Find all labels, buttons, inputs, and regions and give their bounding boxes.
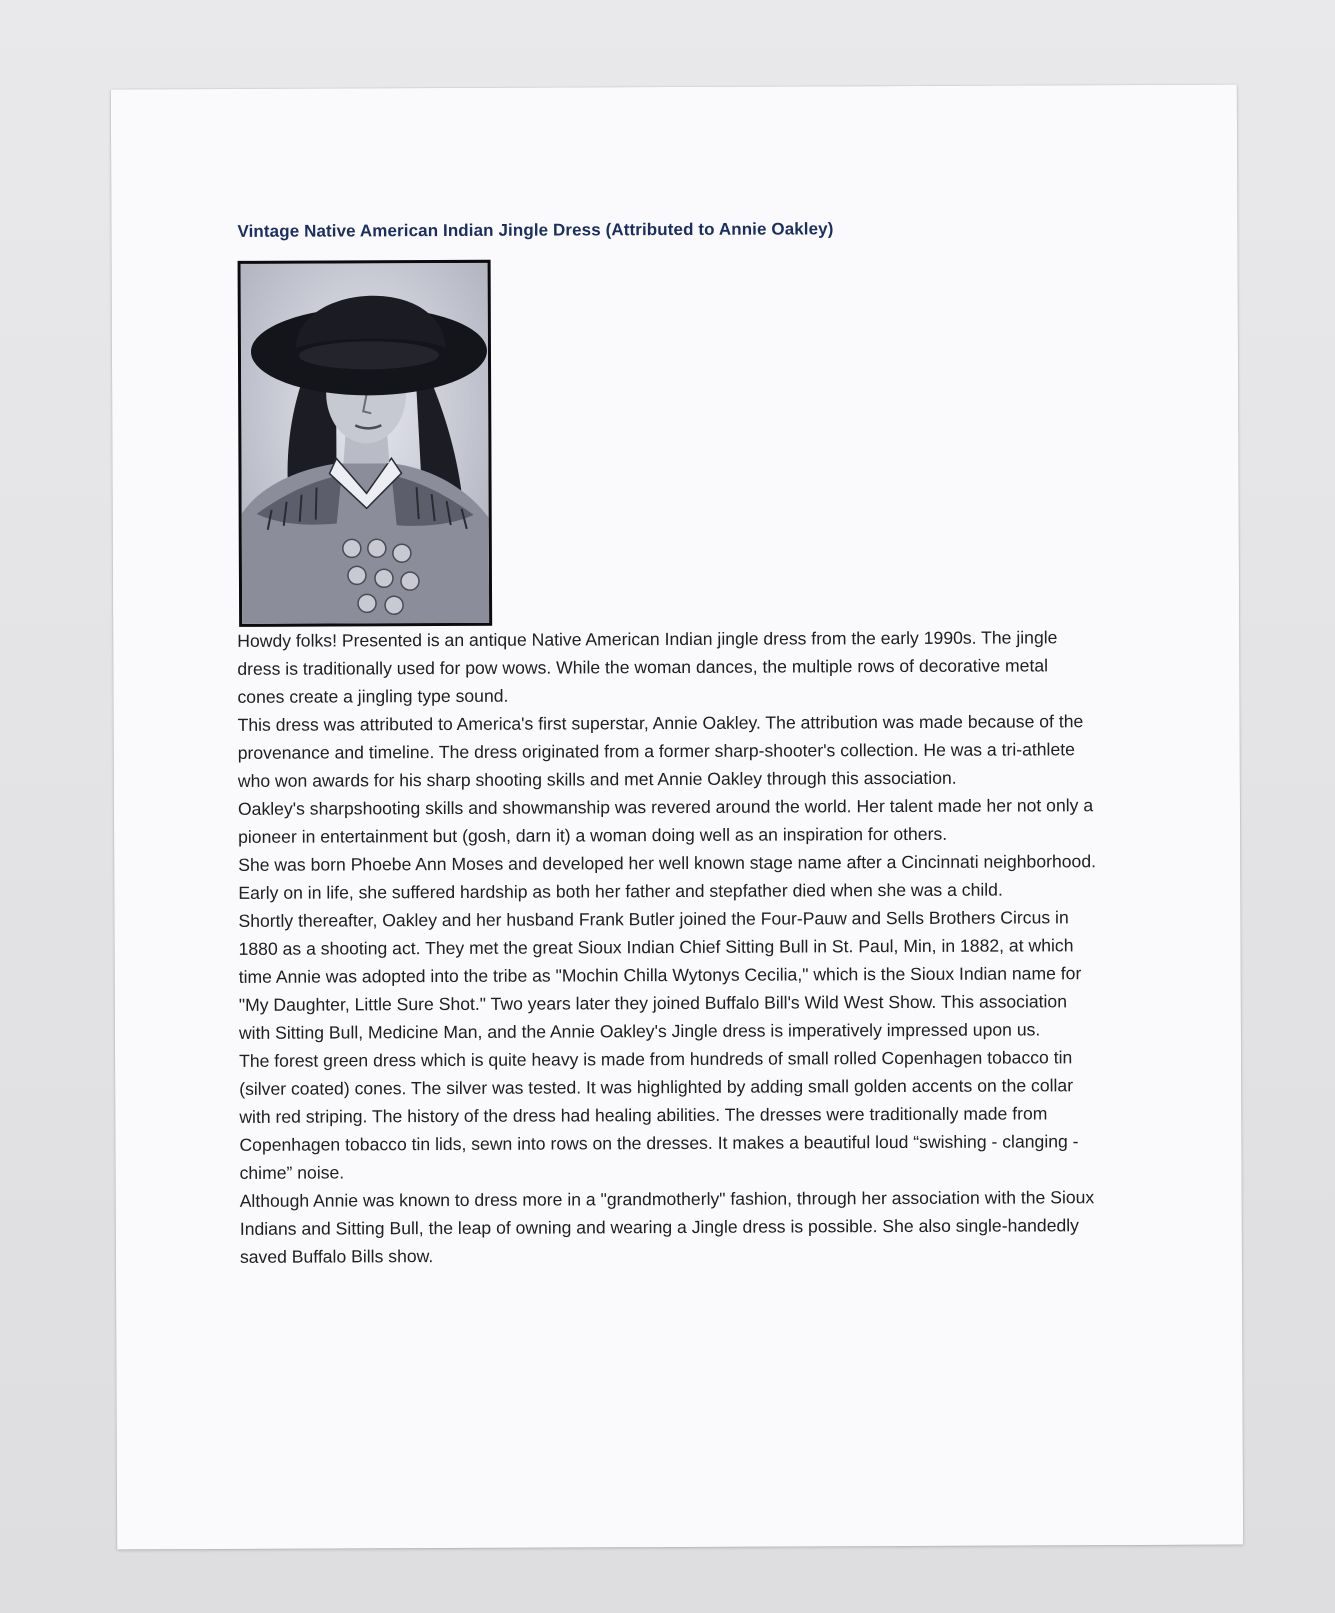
paragraph-circus: Shortly thereafter, Oakley and her husband Frank Butler joined the Four-Pauw and Sells Brothers Circus in 1880 as a shooting act. They met the great Sioux Indian Chief Sitting Bull in St. Paul, Min, in 1882, at which time Annie was adopted into the tribe as "Mochin Chilla Wytonys Cecilia," which is the Sioux Indian name for "My Daughter, Little Sure Shot." Two years later they joined Buffalo Bill's Wild West Show. This association with Sitting Bull, Medicine Man, and the Annie Oakley's Jingle dress is imperatively impressed upon us.: [238, 907, 1082, 1043]
paragraph-attribution: This dress was attributed to America's first superstar, Annie Oakley. The attribution was made because of the provenance and timeline. The dress originated from a former sharp-shooter's collection. He was a tri-athlete who won awards for his sharp shooting skills and met Annie Oakley through this association.: [237, 711, 1084, 791]
paragraph-conclusion: Although Annie was known to dress more in a "grandmotherly" fashion, through her association with the Sioux Indians and Sitting Bull, the leap of owning and wearing a Jingle dress is possible. She also single-handedly saved Buffalo Bills show.: [239, 1187, 1095, 1267]
document-title: Vintage Native American Indian Jingle Dress (Attributed to Annie Oakley): [237, 219, 834, 241]
paragraph-dress-description: The forest green dress which is quite heavy is made from hundreds of small rolled Copenhagen tobacco tin (silver coated) cones. The silver was tested. It was highlighted by adding small golden accents on the collar with red striping. The history of the dress had healing abilities. The dresses were traditionally made from Copenhagen tobacco tin lids, sewn into rows on the dresses. It makes a beautiful loud “swishing - clanging - chime” noise.: [239, 1047, 1079, 1183]
paragraph-sharpshooting: Oakley's sharpshooting skills and showmanship was revered around the world. Her talent made her not only a pioneer in entertainment but (gosh, darn it) a woman doing well as an inspiration for others.: [237, 795, 1094, 847]
portrait-illustration: [241, 263, 490, 624]
portrait-photo: [238, 260, 493, 627]
article-body: [237, 623, 1100, 1271]
paragraph-intro: Howdy folks! Presented is an antique Native American Indian jingle dress from the early 1990s. The jingle dress is traditionally used for pow wows. While the woman dances, the multiple rows of decorative metal cones create a jingling type sound.: [237, 627, 1058, 707]
paragraph-birth: She was born Phoebe Ann Moses and developed her well known stage name after a Cincinnati neighborhood. Early on in life, she suffered hardship as both her father and stepfather died when she was a child.: [238, 851, 1097, 903]
paper-sheet: [111, 85, 1243, 1550]
